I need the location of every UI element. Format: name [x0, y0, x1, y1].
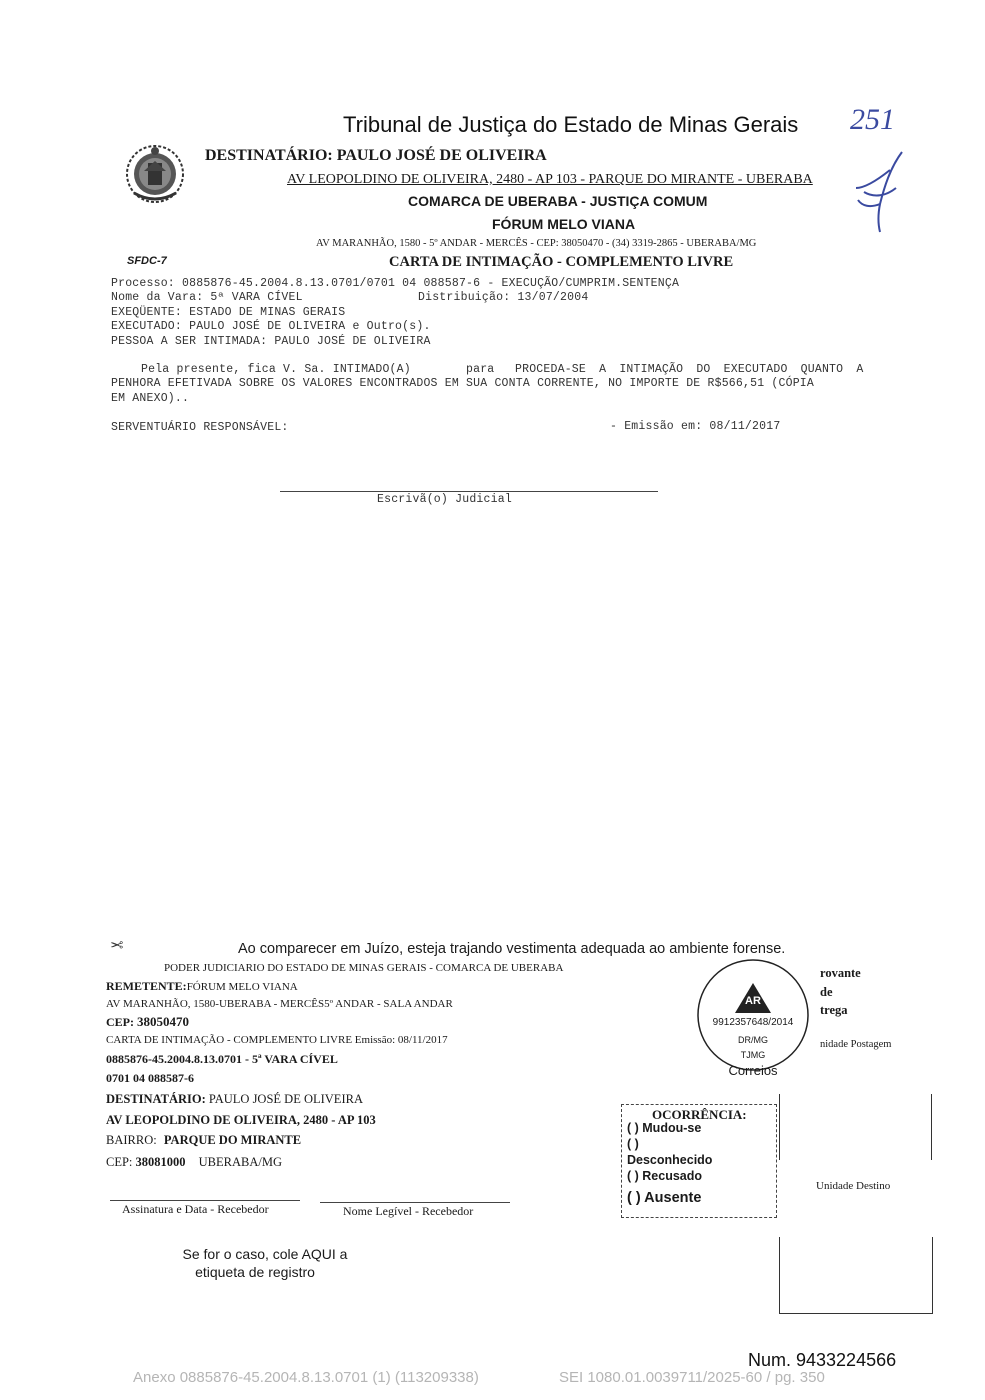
unidade-postagem-label: nidade Postagem [820, 1039, 892, 1050]
handwritten-initial-signature [850, 148, 920, 243]
court-title: Tribunal de Justiça do Estado de Minas Gerais [343, 112, 799, 137]
ar-org: TJMG [740, 1050, 766, 1060]
nome-legivel-label: Nome Legível - Recebedor [343, 1204, 474, 1218]
cep2-value: 38081000 [135, 1155, 186, 1169]
ocorrencia-paren[interactable]: ( ) [627, 1137, 639, 1151]
bairro-value: PARQUE DO MIRANTE [163, 1133, 302, 1147]
recipient-address: AV LEOPOLDINO DE OLIVEIRA, 2480 - AP 103 - PARQUE DO MIRANTE - UBERABA [287, 172, 813, 187]
body-line-2: PENHORA EFETIVADA SOBRE OS VALORES ENCONTRADOS EM SUA CONTA CORRENTE, NO IMPORTE DE R$566,51 (CÓPIA [111, 377, 815, 390]
ar-code: 9912357648/2014 [712, 1017, 794, 1028]
case-exequente: EXEQÜENTE: ESTADO DE MINAS GERAIS [111, 306, 346, 319]
assinatura-label: Assinatura e Data - Recebedor [122, 1202, 269, 1216]
scissors-icon: ✂ [110, 935, 124, 952]
footer-anexo: Anexo 0885876-45.2004.8.13.0701 (1) (113209338) [133, 1369, 479, 1386]
remetente-label: REMETENTE: [106, 979, 187, 993]
coat-of-arms-emblem [124, 143, 186, 205]
ar-brand: Correios [728, 1063, 778, 1078]
case-pessoa-intimada: PESSOA A SER INTIMADA: PAULO JOSÉ DE OLIVEIRA [111, 335, 431, 348]
ar-logo-text: AR [745, 995, 761, 1007]
serventuario-label: SERVENTUÁRIO RESPONSÁVEL: [111, 421, 289, 434]
body-line-3: EM ANEXO).. [111, 392, 190, 405]
recipient-heading: DESTINATÁRIO: PAULO JOSÉ DE OLIVEIRA [205, 147, 547, 164]
case-vara: Nome da Vara: 5ª VARA CÍVEL [111, 291, 303, 304]
body-line-1c: PROCEDA-SE A INTIMAÇÃO DO EXECUTADO QUANTO A [515, 363, 864, 376]
slip-remetente [106, 979, 298, 994]
slip-dest-address: AV LEOPOLDINO DE OLIVEIRA, 2480 - AP 103 [106, 1113, 376, 1127]
postagem-box-edge-right [931, 1094, 932, 1160]
form-code: SFDC-7 [127, 255, 167, 267]
ocorrencia-desconhecido: Desconhecido [627, 1153, 713, 1167]
etiqueta-line-2: etiqueta de registro [195, 1264, 315, 1280]
cep2-label: CEP: [106, 1155, 133, 1169]
nome-legivel-line [320, 1202, 510, 1203]
bairro-label: BAIRRO: [106, 1133, 157, 1147]
unidade-destino-label: Unidade Destino [816, 1180, 891, 1192]
slip-numero: 0701 04 088587-6 [106, 1071, 194, 1085]
remetente-value: FÓRUM MELO VIANA [186, 981, 298, 993]
ocorrencia-ausente[interactable]: ( ) Ausente [627, 1190, 702, 1206]
body-line-1a: Pela presente, fica V. Sa. INTIMADO(A) [141, 363, 411, 376]
forum-heading: FÓRUM MELO VIANA [492, 216, 636, 232]
body-line-1b: para [466, 363, 495, 376]
ocorrencia-mudou[interactable]: ( ) Mudou-se [627, 1121, 702, 1135]
slip-notice: Ao comparecer em Juízo, esteja trajando vestimenta adequada ao ambiente forense. [238, 941, 786, 957]
postagem-box-edge [779, 1094, 780, 1160]
cep-label: CEP: [106, 1015, 134, 1029]
signature-line [280, 491, 658, 492]
document-title: CARTA DE INTIMAÇÃO - COMPLEMENTO LIVRE [389, 254, 734, 270]
ocorrencia-recusado[interactable]: ( ) Recusado [627, 1169, 703, 1183]
trega-label: trega [820, 1003, 848, 1017]
dest-label: DESTINATÁRIO: [106, 1092, 206, 1106]
footer-sei: SEI 1080.01.0039711/2025-60 / pg. 350 [559, 1369, 825, 1386]
etiqueta-line-1: Se for o caso, cole AQUI a [182, 1246, 348, 1262]
emissao-date: - Emissão em: 08/11/2017 [610, 420, 781, 433]
handwritten-page-number: 251 [850, 103, 895, 136]
assinatura-line [110, 1200, 300, 1201]
ar-dr: DR/MG [738, 1035, 768, 1045]
comarca-heading: COMARCA DE UBERABA - JUSTIÇA COMUM [408, 193, 708, 209]
cidade-value: UBERABA/MG [198, 1155, 282, 1169]
ar-stamp [695, 957, 811, 1078]
footer-num: Num. 9433224566 [748, 1350, 897, 1370]
slip-carta: CARTA DE INTIMAÇÃO - COMPLEMENTO LIVRE Emissão: 08/11/2017 [106, 1034, 448, 1046]
slip-processo: 0885876-45.2004.8.13.0701 - 5ª VARA CÍVEL [106, 1052, 338, 1066]
case-processo: Processo: 0885876-45.2004.8.13.0701/0701 04 088587-6 - EXECUÇÃO/CUMPRIM.SENTENÇA [111, 277, 680, 290]
slip-bairro [106, 1133, 301, 1148]
destino-box [779, 1237, 933, 1314]
slip-remetente-address: AV MARANHÃO, 1580-UBERABA - MERCÊS5º ANDAR - SALA ANDAR [106, 998, 453, 1010]
slip-poder: PODER JUDICIARIO DO ESTADO DE MINAS GERAIS - COMARCA DE UBERABA [164, 962, 564, 974]
cep-value: 38050470 [137, 1014, 189, 1029]
slip-cep [106, 1014, 189, 1030]
escriva-label: Escrivã(o) Judicial [377, 493, 512, 506]
slip-destinatario [106, 1092, 363, 1107]
rovante-label: rovante [820, 966, 861, 980]
ocorrencia-title: OCORRÊNCIA: [652, 1107, 747, 1122]
slip-cep2 [106, 1155, 282, 1170]
case-distribuicao: Distribuição: 13/07/2004 [418, 291, 589, 304]
forum-address: AV MARANHÃO, 1580 - 5º ANDAR - MERCÊS - CEP: 38050470 - (34) 3319-2865 - UBERABA/MG [316, 238, 757, 249]
de-label: de [820, 985, 833, 999]
case-executado: EXECUTADO: PAULO JOSÉ DE OLIVEIRA e Outro(s). [111, 320, 431, 333]
dest-value: PAULO JOSÉ DE OLIVEIRA [208, 1092, 363, 1106]
